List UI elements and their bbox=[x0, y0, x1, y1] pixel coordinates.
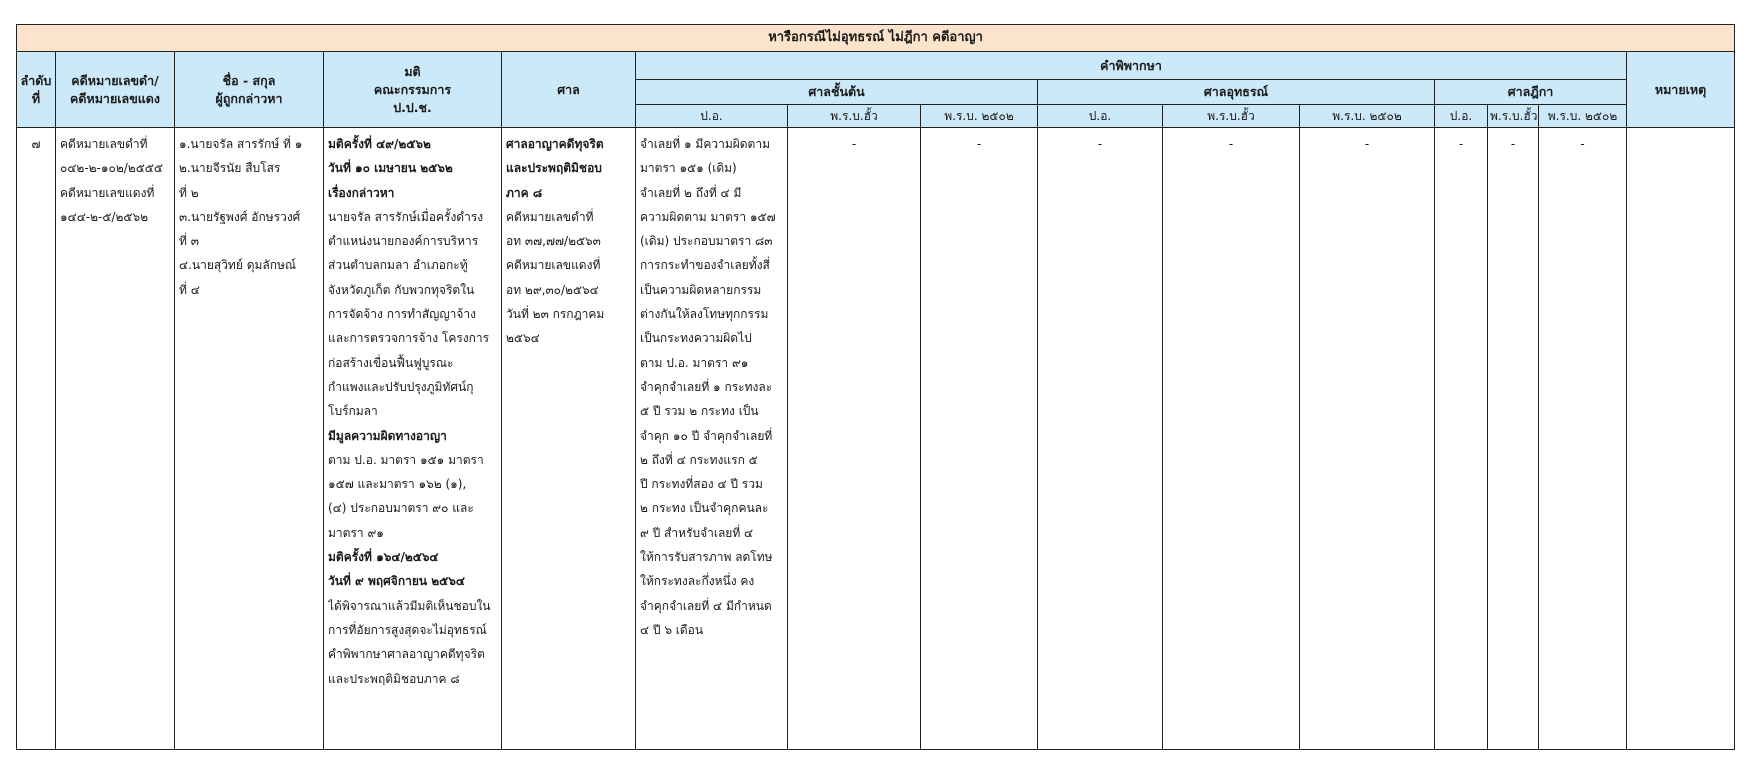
cell-line: มติครั้งที่ ๔๙/๒๕๖๒ bbox=[328, 137, 431, 151]
cell-first-bid: - bbox=[788, 128, 921, 750]
header-supreme-bid: พ.ร.บ.ฮั้ว bbox=[1488, 105, 1539, 128]
cell-case-no bbox=[56, 128, 175, 750]
cell-line: วันที่ ๒๓ กรกฎาคม bbox=[506, 307, 605, 322]
header-first-court: ศาลชั้นต้น bbox=[636, 80, 1038, 105]
header-first-po: ป.อ. bbox=[636, 105, 788, 128]
cell-line: มติครั้งที่ ๑๖๔/๒๕๖๔ bbox=[328, 550, 439, 565]
cell-line: จำคุกจำเลยที่ ๔ มีกำหนด bbox=[640, 598, 772, 613]
cell-line: ที่ ๒ bbox=[179, 185, 199, 200]
cell-resolution bbox=[324, 128, 502, 750]
cell-supreme-2502: - bbox=[1539, 128, 1627, 750]
header-supreme-court: ศาลฎีกา bbox=[1435, 80, 1627, 105]
cell-line: และประพฤติมิชอบภาค ๘ bbox=[328, 671, 460, 686]
cell-line: จำคุก ๑๐ ปี จำคุกจำเลยที่ bbox=[640, 428, 773, 443]
cell-line: อท ๓๗,๗๗/๒๕๖๓ bbox=[506, 234, 601, 249]
cell-line: ที่ ๓ bbox=[179, 234, 199, 249]
cell-line: คดีหมายเลขแดงที่ bbox=[506, 258, 601, 273]
header-appeal-court: ศาลอุทธรณ์ bbox=[1038, 80, 1435, 105]
cell-line: จำเลยที่ ๒ ถึงที่ ๔ มี bbox=[640, 185, 742, 200]
cell-line: ๑๕๗ และมาตรา ๑๖๒ (๑), bbox=[328, 477, 467, 492]
cell-line: และการตรวจการจ้าง โครงการ bbox=[328, 331, 490, 346]
header-supreme-2502: พ.ร.บ. ๒๕๐๒ bbox=[1539, 105, 1627, 128]
cell-line: ๕ ปี รวม ๒ กระทง เป็น bbox=[640, 404, 759, 419]
cell-line: นายจรัล สารรักษ์เมื่อครั้งดำรง bbox=[328, 209, 484, 224]
cell-line: (๔) ประกอบมาตรา ๙๐ และ bbox=[328, 501, 474, 516]
cell-line: ได้พิจารณาแล้วมีมติเห็นชอบใน bbox=[328, 598, 491, 613]
cell-line: เป็นกระทงความผิดไป bbox=[640, 331, 752, 346]
cell-line: ที่ ๔ bbox=[179, 282, 200, 297]
cell-line: ๒.นายจีรนัย สืบโสร bbox=[179, 161, 281, 176]
cell-line: คำพิพากษาศาลอาญาคดีทุจริต bbox=[328, 647, 485, 662]
cell-line: ตำแหน่งนายกองค์การบริหาร bbox=[328, 234, 479, 249]
cell-court bbox=[502, 128, 636, 750]
table-row bbox=[17, 128, 1735, 750]
header-appeal-2502: พ.ร.บ. ๒๕๐๒ bbox=[1300, 105, 1435, 128]
cell-line: ต่างกันให้ลงโทษทุกกรรม bbox=[640, 307, 769, 322]
cell-line: กำแพงและปรับปรุงภูมิทัศน์กุ bbox=[328, 379, 474, 394]
cell-line: การจัดจ้าง การทำสัญญาจ้าง bbox=[328, 307, 476, 322]
cell-first-2502: - bbox=[921, 128, 1038, 750]
cell-line: ๒ ถึงที่ ๔ กระทงแรก ๕ bbox=[640, 452, 758, 467]
cell-line: ตาม ป.อ. มาตรา ๙๑ bbox=[640, 355, 749, 370]
case-table bbox=[16, 24, 1735, 750]
header-first-2502: พ.ร.บ. ๒๕๐๒ bbox=[921, 105, 1038, 128]
cell-line: คดีหมายเลขแดงที่ bbox=[60, 185, 155, 200]
cell-line: วันที่ ๙ พฤศจิกายน ๒๕๖๔ bbox=[328, 574, 465, 589]
header-resolution: มติ คณะกรรมการ ป.ป.ช. bbox=[324, 52, 502, 128]
cell-line: อท ๒๙,๓๐/๒๕๖๔ bbox=[506, 282, 599, 297]
cell-line: คดีหมายเลขดำที่ bbox=[506, 209, 594, 224]
cell-line: โบร์กมลา bbox=[328, 404, 378, 419]
cell-line: ภาค ๘ bbox=[506, 185, 543, 200]
cell-line: เป็นความผิดหลายกรรม bbox=[640, 282, 762, 297]
cell-line: ๓.นายรัฐพงศ์ อักษรวงศ์ bbox=[179, 209, 301, 224]
cell-name bbox=[175, 128, 324, 750]
cell-appeal-bid: - bbox=[1163, 128, 1300, 750]
cell-line: จำเลยที่ ๑ มีความผิดตาม bbox=[640, 137, 771, 151]
cell-line: มาตรา ๙๑ bbox=[328, 525, 384, 540]
cell-line: เรื่องกล่าวหา bbox=[328, 185, 395, 200]
header-appeal-po: ป.อ. bbox=[1038, 105, 1163, 128]
cell-line: มีมูลความผิดทางอาญา bbox=[328, 428, 447, 443]
cell-order: ๗ bbox=[17, 128, 56, 750]
cell-line: ปี กระทงที่สอง ๔ ปี รวม bbox=[640, 477, 763, 492]
cell-first-po bbox=[636, 128, 788, 750]
header-supreme-po: ป.อ. bbox=[1435, 105, 1488, 128]
cell-line: การที่อัยการสูงสุดจะไม่อุทธรณ์ bbox=[328, 622, 487, 637]
cell-line: วันที่ ๑๐ เมษายน ๒๕๖๒ bbox=[328, 161, 453, 176]
cell-line: ให้กระทงละกึ่งหนึ่ง คง bbox=[640, 574, 755, 589]
cell-line: ๙ ปี สำหรับจำเลยที่ ๔ bbox=[640, 525, 754, 540]
header-name: ชื่อ - สกุล ผู้ถูกกล่าวหา bbox=[175, 52, 324, 128]
header-court: ศาล bbox=[502, 52, 636, 128]
cell-remark bbox=[1627, 128, 1735, 750]
header-appeal-bid: พ.ร.บ.ฮั้ว bbox=[1163, 105, 1300, 128]
cell-line: ๔ ปี ๖ เดือน bbox=[640, 622, 704, 637]
cell-line: ๒๕๖๔ bbox=[506, 331, 540, 346]
header-remark: หมายเหตุ bbox=[1627, 52, 1735, 128]
cell-line: ๔.นายสุวิทย์ ดุมลักษณ์ bbox=[179, 258, 297, 273]
cell-line: ๑๔๔-๒-๕/๒๕๖๒ bbox=[60, 209, 148, 224]
cell-line: ก่อสร้างเขื่อนฟื้นฟูบูรณะ bbox=[328, 355, 454, 370]
cell-line: ความผิดตาม มาตรา ๑๕๗ bbox=[640, 209, 776, 224]
cell-line: ตาม ป.อ. มาตรา ๑๕๑ มาตรา bbox=[328, 452, 484, 467]
header-case-no: คดีหมายเลขดำ/ คดีหมายเลขแดง bbox=[56, 52, 175, 128]
cell-line: มาตรา ๑๕๑ (เดิม) bbox=[640, 161, 737, 176]
cell-line: และประพฤติมิชอบ bbox=[506, 161, 602, 176]
header-first-bid: พ.ร.บ.ฮั้ว bbox=[788, 105, 921, 128]
cell-supreme-po: - bbox=[1435, 128, 1488, 750]
cell-line: ศาลอาญาคดีทุจริต bbox=[506, 137, 604, 151]
cell-line: ๑.นายจรัล สารรักษ์ ที่ ๑ bbox=[179, 137, 303, 151]
cell-line: จำคุกจำเลยที่ ๑ กระทงละ bbox=[640, 379, 773, 394]
cell-line: คดีหมายเลขดำที่ bbox=[60, 137, 148, 151]
header-order: ลำดับ ที่ bbox=[17, 52, 56, 128]
cell-line: ๒ กระทง เป็นจำคุกคนละ bbox=[640, 501, 769, 516]
header-judgment: คำพิพากษา bbox=[636, 52, 1627, 80]
cell-line: ๐๔๒-๒-๑๐๒/๒๕๕๕ bbox=[60, 161, 163, 176]
table-title: หารือกรณีไม่อุทธรณ์ ไม่ฎีกา คดีอาญา bbox=[17, 25, 1735, 52]
cell-line: ให้การรับสารภาพ ลดโทษ bbox=[640, 550, 773, 565]
cell-line: จังหวัดภูเก็ต กับพวกทุจริตใน bbox=[328, 282, 475, 297]
cell-supreme-bid: - bbox=[1488, 128, 1539, 750]
cell-line: การกระทำของจำเลยทั้งสี่ bbox=[640, 258, 770, 273]
cell-line: (เดิม) ประกอบมาตรา ๘๓ bbox=[640, 234, 773, 249]
cell-line: ส่วนตำบลกมลา อำเภอกะทู้ bbox=[328, 258, 468, 273]
cell-appeal-2502: - bbox=[1300, 128, 1435, 750]
cell-appeal-po: - bbox=[1038, 128, 1163, 750]
